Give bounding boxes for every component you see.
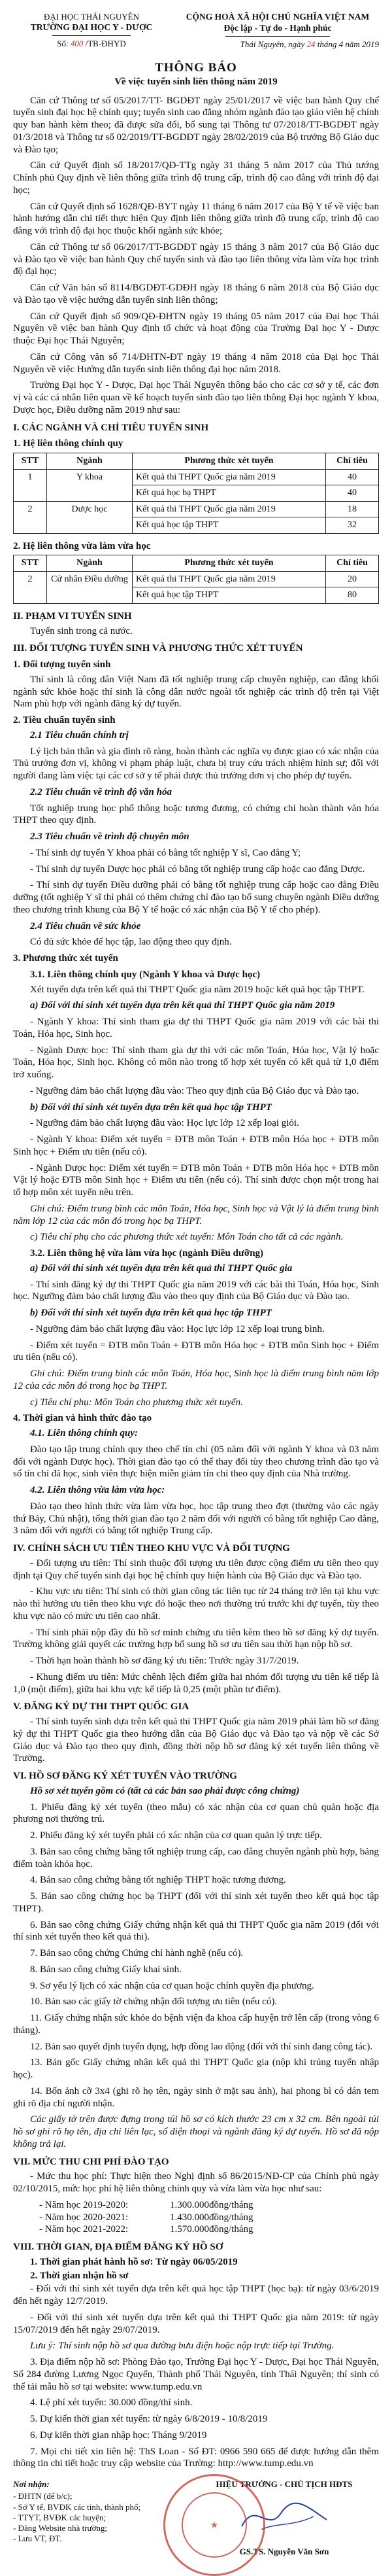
header-rule-left bbox=[52, 35, 131, 36]
table-row: Kết quả học tập THPT 32 bbox=[14, 517, 379, 534]
paragraph: Thí sinh là công dân Việt Nam đã tốt nghiệp trung cấp chuyên nghiệp, cao đẳng khối ngành sức khỏe hoặc thí sinh là công dân nước ngoài tốt nghiệp các trình độ trên tại Việt Nam phù hợp với ngành đăng ký dự tuyển. bbox=[13, 674, 379, 710]
paragraph: Đào tạo tập trung chính quy theo chế tín chỉ (05 năm đối với ngành Y khoa và 03 năm đối với ngành Dược học). Thời gian đào tạo có thể thay đổi tùy theo chương trình đào tạo và số tín chỉ đã học, sinh viên thực hiện miễn giảm tín chỉ theo quy định của Nhà trường. bbox=[13, 1444, 379, 1480]
list-item: 7. Bản sao công chứng Chứng chỉ hành nghề (nếu có). bbox=[30, 1948, 244, 1958]
paragraph: 4. Lệ phí xét tuyển: 30.000 đồng/thí sinh. bbox=[30, 2397, 193, 2409]
list-item: 3. Bản sao công chứng bằng tốt nghiệp trung cấp, cao đẳng chuyên ngành phù hợp, bảng điểm toàn khóa học. bbox=[13, 1846, 379, 1870]
list-item: 14. Bốn ảnh cỡ 3x4 (ghi rõ họ tên, ngày sinh ở mặt sau ảnh), hai phong bì có dán tem ghi rõ địa chỉ người nhận. bbox=[13, 2085, 379, 2109]
section-heading: II. PHẠM VI TUYỂN SINH bbox=[13, 610, 132, 621]
list-item: - Đăng Website nhà trường; bbox=[13, 2523, 176, 2533]
clause-heading: 3.1. Liên thông chính quy (Ngành Y khoa và Dược học) bbox=[30, 969, 261, 980]
subsection-heading: 3. Phương thức xét tuyển bbox=[13, 953, 118, 964]
nation-block bbox=[176, 12, 379, 50]
paragraph: 3. Địa điểm nộp hồ sơ: Phòng Đào tạo, Trường Đại học Y - Dược, Đại học Thái Nguyên, Số 284 đường Lương Ngọc Quyến, Thành phố Thái Nguyên, tỉnh Thái Nguyên; thí sinh có thể tải mẫu hồ sơ tại website: www.tump.edu.vn bbox=[13, 2357, 379, 2392]
section-heading: IV. CHÍNH SÁCH ƯU TIÊN THEO KHU VỰC VÀ ĐỐI TƯỢNG bbox=[13, 1543, 290, 1554]
paragraph: - Thí sinh tuyển sinh dựa trên kết quả thi THPT Quốc gia năm 2019 phải làm hồ sơ đăng ký dự thi THPT Quốc gia theo hướng dẫn của Bộ Giáo dục và Đào tạo và nộp về các Sở Giáo dục và Đào tạo theo quy định, đồng thời nộp hồ sơ đăng ký xét tuyển liên thông về Trường. bbox=[13, 1716, 379, 1764]
paragraph: - Đối tượng ưu tiên: Thí sinh thuộc đối tượng ưu tiên được cộng điểm ưu tiên theo quy định tại Quy chế tuyển sinh đại học hệ chính quy hiện hành của Bộ Giáo dục và Đào tạo. bbox=[13, 1558, 379, 1581]
paragraph: - Ngành Y khoa: Thí sinh tham gia dự thi THPT Quốc gia năm 2019 với các bài thi Toán, Hóa học, Sinh học. bbox=[13, 1017, 379, 1039]
paragraph: - Ngưỡng đảm bảo chất lượng đầu vào: Theo quy định của Bộ Giáo dục và Đào tạo. bbox=[30, 1085, 359, 1096]
paragraph: 1. Thời gian phát hành hồ sơ: Từ ngày 06/05/2019 bbox=[30, 2256, 238, 2267]
list-item: 9. Sơ yếu lý lịch có xác nhận của cơ quan hoặc chính quyền địa phương. bbox=[30, 1980, 314, 1991]
list-item: - Sở Y tế, BVĐK các tỉnh, thành phố; bbox=[13, 2502, 176, 2513]
list-item: 5. Bản sao công chứng học bạ THPT (đối với thí sinh xét tuyển theo kết quả học tập THPT). bbox=[13, 1891, 379, 1914]
fee-list bbox=[13, 2199, 379, 2236]
subsection-heading: 2. Hệ liên thông vừa làm vừa học bbox=[13, 540, 151, 551]
clause-heading: a) Đối với thí sinh xét tuyển dựa trên kết quả thi THPT Quốc gia năm 2019 bbox=[30, 1000, 335, 1011]
section-heading: VI. HỒ SƠ ĐĂNG KÝ XÉT TUYỂN VÀO TRƯỜNG bbox=[13, 1771, 237, 1781]
section-heading: VIII. THỜI GIAN, ĐỊA ĐIỂM ĐĂNG KÝ HỒ SƠ bbox=[13, 2242, 223, 2252]
section-heading: III. ĐỐI TƯỢNG TUYỂN SINH VÀ PHƯƠNG THỨC XÉT TUYỂN bbox=[13, 643, 303, 654]
nation-name: CỘNG HOÀ XÃ HỘI CHỦ NGHĨA VIỆT NAM bbox=[186, 12, 370, 22]
table-row: 2 Dược học Kết quả thi THPT Quốc gia năm 2019 18 bbox=[14, 501, 379, 517]
issue-date: Thái Nguyên, ngày 24 tháng 4 năm 2019 bbox=[240, 39, 379, 49]
table-header: Phương thức xét tuyển bbox=[133, 453, 326, 470]
list-item: 11. Giấy chứng nhận sức khỏe do bệnh viện đa khoa cấp huyện trở lên cấp (trong vòng 6 tháng). bbox=[13, 2013, 379, 2036]
paragraph: - Thí sinh dự tuyển Dược học phải có bằng tốt nghiệp trung cấp hoặc cao đẳng Dược. bbox=[30, 863, 365, 875]
paragraph: Tốt nghiệp trung học phổ thông hoặc tương đương, có chứng chỉ hoàn thành văn hóa THPT theo quy định. bbox=[13, 803, 379, 826]
header-rule-right bbox=[225, 36, 330, 37]
paragraph: - Ngành Dược học: Điểm xét tuyển = ĐTB môn Toán + ĐTB môn Hóa học + ĐTB môn Vật lý hoặc ĐTB môn Sinh học + Điểm ưu tiên (nếu có). Thí sinh được chọn một trong hai tổ hợp môn xét tuyển nêu trên. bbox=[13, 1162, 379, 1198]
fee-row: - Năm học 2020-2021: 1.430.000đồng/tháng bbox=[39, 2212, 253, 2223]
fee-row: - Năm học 2021-2022: 1.570.000đồng/tháng bbox=[39, 2224, 253, 2235]
school-name: TRƯỜNG ĐẠI HỌC Y - DƯỢC bbox=[30, 22, 153, 33]
clause-heading: a) Đối với thí sinh xét tuyển dựa trên kết quả thi THPT Quốc gia bbox=[30, 1262, 293, 1274]
clause-heading: 2.2 Tiêu chuẩn về trình độ văn hóa bbox=[30, 786, 172, 797]
clause-heading: 2.3 Tiêu chuẩn về trình độ chuyên môn bbox=[30, 831, 189, 842]
list-item: 6. Bản sao công chứng Giấy chứng nhận kết quả thi THPT Quốc gia năm 2019 (đối với thí sinh xét tuyển theo kết quả thi). bbox=[13, 1919, 379, 1943]
subsection-heading: 1. Hệ liên thông chính quy bbox=[13, 438, 123, 449]
paragraph: - Thời hạn hoàn thành hồ sơ đăng ký ưu tiên: Trước ngày 31/7/2019. bbox=[30, 1656, 299, 1666]
note: Ghi chú: Điểm trung bình các môn Toán, Hóa học, Sinh học là điểm trung bình năm lớp 12 của các môn đó trong học bạ THPT. bbox=[13, 1368, 379, 1391]
paragraph: - Ngành Dược học: Thí sinh tham gia dự thi với các môn Toán, Hóa học, Vật lý hoặc Toán, Hóa học, Sinh học. Không có môn nào trong tổ hợp xét tuyển có kết quả từ 1,0 điểm trở xuống. bbox=[13, 1045, 379, 1080]
recipients-block bbox=[13, 2479, 176, 2557]
clause-heading: b) Đối với thí sinh xét tuyển dựa trên kết quả học tập THPT bbox=[30, 1102, 272, 1113]
table-header: Ngành bbox=[47, 453, 133, 470]
signer-position: HIỆU TRƯỞNG - CHỦ TỊCH HĐTS bbox=[216, 2479, 353, 2489]
paragraph: 7. Mọi chi tiết xin liên hệ: ThS Loan - Số ĐT: 0966 590 665 để được hướng dẫn thêm thông tin chi tiết hoặc truy cập website của Trường: http://www.tump.edu.vn bbox=[13, 2446, 379, 2469]
clause-heading: 4.1. Liên thông chính quy: bbox=[30, 1428, 139, 1438]
signer-name: GS.TS. Nguyễn Văn Sơn bbox=[239, 2546, 329, 2556]
clause-heading: 3.2. Liên thông hệ vừa làm vừa học (ngành Điều dưỡng) bbox=[30, 1248, 264, 1259]
table-header: STT bbox=[14, 555, 47, 572]
table-row: Kết quả học tập THPT 80 bbox=[14, 587, 379, 604]
paragraph: Lý lịch bản thân và gia đình rõ ràng, hoàn thành các nghĩa vụ được giao có xác nhận của Thủ trưởng đơn vị, không vi phạm pháp luật, chưa bị truy cứu trách nhiệm hình sự; đối với người đang làm việc tại các cơ sở y tế phải được thủ trưởng đơn vị cho phép dự tuyển. bbox=[13, 746, 379, 781]
list-item: 2. Phiếu đăng ký xét tuyển phải có xác nhận của cơ quan quản lý trực tiếp. bbox=[30, 1830, 322, 1841]
subsection-heading: 1. Đối tượng tuyển sinh bbox=[13, 659, 111, 670]
intro-paragraph: Trường Đại học Y - Dược, Đại học Thái Nguyên thông báo cho các cơ sở y tế, các đơn vị và các cá nhân liên quan về kế hoạch tuyển sinh đào tạo liên thông Đại học ngành Y khoa, Dược học, Điều dưỡng năm 2019 như sau: bbox=[13, 380, 379, 415]
paragraph: 2. Thời gian nhận hồ sơ bbox=[30, 2270, 129, 2281]
paragraph: c) Tiêu chí phụ: Môn Toán cho phương thức xét tuyển. bbox=[30, 1397, 243, 1408]
clause-heading: b) Đối với thí sinh xét tuyển dựa trên kết quả học tập THPT bbox=[30, 1308, 272, 1318]
paragraph: - Thí sinh dự tuyển Điều dưỡng phải có bằng tốt nghiệp trung cấp hoặc cao đẳng Điều dưỡng (tốt nghiệp Y sĩ thì phải có thêm chứng chỉ đào tạo bổ sung chuyên ngành Điều dưỡng theo chương trình khung của Bộ Y tế hoặc có xác nhận của Bộ Y tế cho phép). bbox=[13, 880, 379, 915]
paragraph: 5. Dự kiến thời gian xét tuyển: từ ngày 6/8/2019 - 10/8/2019 bbox=[30, 2414, 268, 2424]
fee-row: - Năm học 2019-2020: 1.300.000đồng/tháng bbox=[39, 2199, 253, 2210]
section-heading: V. ĐĂNG KÝ DỰ THI THPT QUỐC GIA bbox=[13, 1701, 189, 1713]
intro-paragraph: Căn cứ Thông tư số 06/2017/TT-BGDĐT ngày 15 tháng 3 năm 2017 của Bộ Giáo dục và Đào tạo về việc ban hành Quy chế tuyển sinh và đào tạo liên thông vừa làm vừa học trình độ đại học; bbox=[13, 241, 379, 277]
intro-paragraph: Căn cứ Công văn số 714/ĐHTN-ĐT ngày 19 tháng 4 năm 2018 của Đại học Thái Nguyên về việc Hướng dẫn tuyển sinh liên thông đại học năm 2018. bbox=[13, 351, 379, 375]
paragraph: - Mức thu học phí: Thực hiện theo Nghị định số 86/2015/NĐ-CP của Chính phủ ngày 02/10/2015, mức học phí hệ liên thông chính quy và vừa làm vừa học như sau: bbox=[13, 2171, 379, 2194]
section-heading: VII. MỨC THU CHI PHÍ ĐÀO TẠO bbox=[13, 2156, 169, 2167]
document-header bbox=[13, 12, 379, 50]
document-footer bbox=[13, 2479, 379, 2557]
paragraph: - Khung điểm ưu tiên: Mức chênh lệch điểm giữa hai nhóm đối tượng ưu tiên kế tiếp là 1,0 (một điểm), giữa hai khu vực kế tiếp là 0,25 (một phần tư điểm). bbox=[13, 1671, 379, 1695]
motto: Độc lập - Tự do - Hạnh phúc bbox=[223, 22, 332, 33]
table-row: 1 Y khoa Kết quả thi THPT Quốc gia năm 2019 40 bbox=[14, 469, 379, 485]
document-subtitle: Về việc tuyển sinh liên thông năm 2019 bbox=[114, 76, 278, 87]
handwritten-day: 24 bbox=[306, 39, 316, 49]
clause-heading: 2.1 Tiêu chuẩn chính trị bbox=[30, 729, 129, 740]
note: Lưu ý: Thí sinh nộp hồ sơ qua đường bưu điện hoặc nộp trực tiếp tại Trường. bbox=[30, 2341, 335, 2352]
note: Ghi chú: Điểm trung bình các môn Toán, Hóa học, Sinh học và Vật lý là điểm trung bình năm lớp 12 của các môn đó trong học bạ THPT. bbox=[13, 1203, 379, 1227]
intro-block bbox=[13, 95, 379, 417]
intro-paragraph: Căn cứ Quyết định số 1628/QĐ-BYT ngày 11 tháng 6 năm 2017 của Bộ Y tế về việc ban hành hướng dẫn chi tiết thực hiện Quy định liên thông giữa trình độ trung cấp, trình độ cao đẳng với trình độ đại học thuộc khối ngành sức khỏe; bbox=[13, 201, 379, 236]
table-header: Chỉ tiêu bbox=[326, 555, 379, 572]
section-heading: I. CÁC NGÀNH VÀ CHỈ TIÊU TUYỂN SINH bbox=[13, 422, 209, 433]
table-header: Ngành bbox=[47, 555, 133, 572]
intro-paragraph: Căn cứ Quyết định số 909/QĐ-ĐHTN ngày 19 tháng 05 năm 2017 của Đại học Thái Nguyên về việc ban hành Quy định tổ chức và hoạt động của Trường Đại học Y - Dược thuộc Đại học Thái Nguyên; bbox=[13, 311, 379, 346]
list-item: 13. Bản gốc Giấy chứng nhận kết quả thi THPT Quốc gia (nộp khi trúng tuyển nhập học). bbox=[13, 2057, 379, 2080]
document-page bbox=[13, 0, 379, 2557]
paragraph: - Điểm xét tuyển = ĐTB môn Toán + ĐTB môn Hóa học + ĐTB môn Sinh học + Điểm ưu tiên (nếu có). bbox=[13, 1340, 379, 1363]
issuer-block bbox=[13, 12, 170, 49]
intro-paragraph: Căn cứ Văn bản số 8114/BGDĐT-GDĐH ngày 18 tháng 6 năm 2018 của Bộ Giáo dục và Đào tạo về việc hướng dẫn tuyển sinh liên thông; bbox=[13, 283, 379, 305]
document-title: THÔNG BÁO bbox=[155, 61, 237, 75]
clause-heading: 2.4 Tiêu chuẩn về sức khỏe bbox=[30, 920, 141, 931]
table-header: Phương thức xét tuyển bbox=[133, 555, 326, 572]
paragraph: - Ngưỡng đảm bảo chất lượng đầu vào: Học lực lớp 12 xếp loại giỏi. bbox=[30, 1118, 299, 1129]
paragraph: Xét tuyển dựa trên kết quả thi THPT Quốc gia năm 2019 hoặc kết quả học tập THPT. bbox=[30, 984, 365, 995]
list-item: 10. Bản sao các giấy tờ chứng nhận đối tượng ưu tiên (nếu có). bbox=[30, 1996, 278, 2008]
quota-table-parttime bbox=[13, 555, 379, 604]
paragraph: 6. Dự kiến thời gian nhập học: Tháng 9/2019 bbox=[30, 2429, 207, 2441]
table-header: STT bbox=[14, 453, 47, 470]
table-header: Chỉ tiêu bbox=[326, 453, 379, 470]
official-seal-icon: ★ bbox=[163, 2474, 265, 2576]
intro-paragraph: Căn cứ Thông tư số 05/2017/TT- BGDĐT ngày 25/01/2017 về việc ban hành Quy chế tuyển sinh đại học hệ chính quy; tuyển sinh cao đẳng nhóm ngành đào tạo giáo viên hệ chính quy ban hành kèm theo; đã được sửa đổi, bổ sung tại Thông tư 07/2018/TT-BGDĐT ngày 01/3/2018 và Thông tư số 02/2019/TT-BGDĐT ngày 28/02/2019 của Bộ trưởng Bộ Giáo dục và Đào tạo; bbox=[13, 95, 379, 155]
paragraph: - Thí sinh dự tuyển Y khoa phải có bằng tốt nghiệp Y sĩ, Cao đẳng Y; bbox=[30, 847, 301, 858]
paragraph: - Thí sinh phải nộp đầy đủ hồ sơ minh chứng ưu tiên kèm theo hồ sơ đăng ký dự tuyển. Trường không giải quyết các trường hợp bổ sung hồ sơ ưu tiên sau thời hạn nộp hồ sơ. bbox=[13, 1627, 379, 1650]
quota-table-regular bbox=[13, 453, 379, 534]
list-item: 8. Bản sao công chứng Giấy khai sinh. bbox=[30, 1964, 182, 1975]
paragraph: - Ngưỡng đảm bảo chất lượng đầu vào: Học lực lớp 12 xếp loại trung bình. bbox=[30, 1323, 325, 1334]
table-row: 2 Cử nhân Điều dưỡng Kết quả thi THPT Quốc gia năm 2019 20 bbox=[14, 571, 379, 587]
subsection-heading: 4. Thời gian và hình thức đào tạo bbox=[13, 1413, 152, 1424]
clause-heading: 4.2. Liên thông vừa làm vừa học: bbox=[30, 1485, 165, 1495]
paragraph: Đào tạo theo hình thức vừa làm vừa học, học tập trung theo đợt (thường vào các ngày thứ Bảy, Chủ nhật), tổng thời gian đào tạo 2 năm đối với người có bằng tốt nghiệp Cao đẳng, 3 năm đối với người có bằng tốt nghiệp Trung cấp. bbox=[13, 1501, 379, 1537]
handwritten-number: 400 bbox=[70, 39, 84, 49]
note: Các giấy tờ trên được đựng trong túi hồ sơ có kích thước 23 cm x 32 cm. Bên ngoài túi hồ sơ ghi rõ họ tên, địa chỉ liên lạc, số điện thoại và ngành đăng ký dự tuyển. Hồ sơ đã nộp không trả lại. bbox=[13, 2114, 379, 2150]
paragraph: - Thí sinh đăng ký dự thi THPT Quốc gia năm 2019 với các bài thi Toán, Hóa học, Sinh học. Ngưỡng đảm bảo chất lượng đầu vào theo quy định của Bộ Giáo dục và Đào tạo. bbox=[13, 1279, 379, 1302]
paragraph: - Đối với thí sinh xét tuyển dựa trên kết quả thi THPT Quốc gia năm 2019: từ ngày 15/07/2019 đến hết ngày 29/07/2019. bbox=[13, 2312, 379, 2335]
table-row: Kết quả học bạ THPT 40 bbox=[14, 485, 379, 502]
paragraph: Tuyển sinh trong cả nước. bbox=[30, 625, 133, 636]
document-number: Số: 400 /TB-ĐHYD bbox=[57, 39, 126, 49]
list-item: - Lưu VT, ĐT. bbox=[13, 2533, 176, 2544]
paragraph: - Khu vực ưu tiên: Thí sinh có thời gian công tác liên tục từ 24 tháng trở lên tại khu vực nào thì hưởng ưu tiên theo khu vực đó hoặc theo nơi thường trú trước khi dự tuyển, tùy theo khu vực nào có mức ưu tiên cao nhất. bbox=[13, 1586, 379, 1622]
paragraph: - Đối với thí sinh xét tuyển dựa trên kết quả học tập THPT (học bạ): từ ngày 03/6/2019 đến hết ngày 12/7/2019. bbox=[13, 2284, 379, 2306]
list-item: 4. Bản sao công chứng bằng tốt nghiệp THPT hoặc tương đương. bbox=[30, 1875, 286, 1886]
list-item: - TTYT, BVĐK các huyện; bbox=[13, 2513, 176, 2523]
subsection-heading: 2. Tiêu chuẩn tuyển sinh bbox=[13, 715, 116, 725]
paragraph: c) Tiêu chí phụ cho các phương thức xét tuyển: Môn Toán cho tất cả các ngành. bbox=[30, 1232, 344, 1243]
recipients-list bbox=[13, 2491, 176, 2544]
paragraph: - Ngành Y khoa: Điểm xét tuyển = ĐTB môn Toán + ĐTB môn Hóa học + ĐTB môn Sinh học + Điểm ưu tiên (nếu có). bbox=[13, 1134, 379, 1157]
list-item: - ĐHTN (để b/c); bbox=[13, 2491, 176, 2501]
signature-block bbox=[189, 2479, 379, 2557]
paragraph: Có đủ sức khỏe để học tập, lao động theo quy định. bbox=[30, 937, 232, 948]
clause-heading: Hồ sơ xét tuyển gồm có (tất cả các bản sao phải được công chứng) bbox=[30, 1785, 300, 1796]
dossier-list bbox=[13, 1801, 379, 2110]
list-item: 1. Phiếu đăng ký xét tuyển (theo mẫu) có xác nhận của cơ quan chủ quản hoặc địa phương nơi thường trú. bbox=[13, 1801, 379, 1825]
recipients-title: Nơi nhận: bbox=[13, 2479, 50, 2489]
list-item: 12. Bản sao quyết định tuyển dụng, hợp đồng lao động (đối với thí sinh đang công tác). bbox=[30, 2041, 373, 2052]
ministry-name: ĐẠI HỌC THÁI NGUYÊN bbox=[44, 12, 139, 22]
intro-paragraph: Căn cứ Quyết định số 18/2017/QĐ-TTg ngày 31 tháng 5 năm 2017 của Thủ tướng Chính phủ Quy định về liên thông giữa trình độ trung cấp, trình độ cao đẳng với trình độ đại học; bbox=[13, 160, 379, 196]
